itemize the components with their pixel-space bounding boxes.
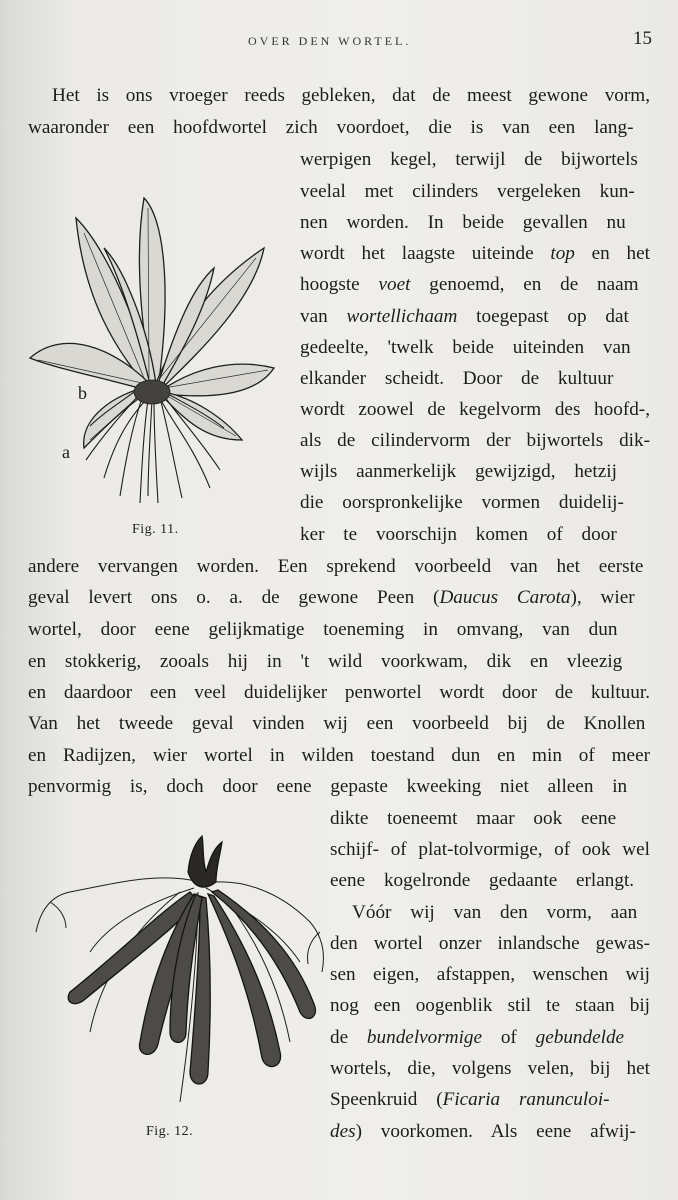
text-line: elkander scheidt. Door de kultuur xyxy=(300,368,614,389)
text-line: wijls aanmerkelijk gewijzigd, hetzij xyxy=(300,461,617,482)
text-line: schijf- of plat-tolvormige, of ook wel xyxy=(330,839,650,860)
text-line: wortels, die, volgens velen, bij het xyxy=(330,1058,650,1079)
text-line: wordt zoowel de kegelvorm des hoofd-, xyxy=(300,399,650,420)
text-segment: en het xyxy=(574,243,650,264)
text-line xyxy=(300,305,629,329)
text-line: Het is ons vroeger reeds gebleken, dat de meest gewone vorm, xyxy=(52,85,650,106)
text-line: den wortel onzer inlandsche gewas- xyxy=(330,933,650,954)
text-line xyxy=(330,1026,624,1050)
text-line: sen eigen, afstappen, wenschen wij xyxy=(330,964,650,985)
text-line xyxy=(330,1120,636,1144)
text-segment: ), wier xyxy=(570,587,635,608)
text-line: als de cilindervorm der bijwortels dik- xyxy=(300,430,650,451)
text-line xyxy=(28,586,635,610)
text-line: veelal met cilinders vergeleken kun- xyxy=(300,181,635,202)
text-line: en daardoor een veel duidelijker penwortel wordt door de kultuur. xyxy=(28,682,650,703)
text-line: andere vervangen worden. Een sprekend voorbeeld van het eerste xyxy=(28,556,644,577)
text-segment: van xyxy=(300,306,347,327)
text-line: en Radijzen, wier wortel in wilden toestand dun en min of meer xyxy=(28,745,650,766)
text-segment: of xyxy=(482,1027,536,1048)
text-line: Van het tweede geval vinden wij een voorbeeld bij de Knollen xyxy=(28,713,646,734)
text-segment: Speenkruid ( xyxy=(330,1089,443,1110)
text-segment: de xyxy=(330,1027,367,1048)
italic-term: bundelvormige xyxy=(366,1027,483,1048)
text-line: eene kogelronde gedaante erlangt. xyxy=(330,870,635,891)
italic-term: gebundelde xyxy=(535,1027,625,1048)
text-line: en stokkerig, zooals hij in 't wild voorkwam, dik en vleezig xyxy=(28,651,623,672)
text-line: die oorspronkelijke vormen duidelij- xyxy=(300,492,624,513)
text-line xyxy=(300,242,650,266)
italic-term: voet xyxy=(378,274,411,295)
text-segment: hoogste xyxy=(300,274,379,295)
italic-term: Ficaria ranunculoi- xyxy=(442,1089,610,1110)
text-line: nen worden. In beide gevallen nu xyxy=(300,212,626,233)
running-head: OVER DEN WORTEL. xyxy=(248,34,412,48)
figure-11 xyxy=(24,178,284,538)
italic-term: top xyxy=(550,243,575,264)
text-line: nog een oogenblik stil te staan bij xyxy=(330,995,650,1016)
text-line: Vóór wij van den vorm, aan xyxy=(352,902,638,923)
text-segment: genoemd, en de naam xyxy=(410,274,639,295)
figure-11-caption: Fig. 11. xyxy=(132,522,179,537)
italic-term: Daucus Carota xyxy=(439,587,571,608)
figure-label-a: a xyxy=(62,442,70,462)
italic-term: des xyxy=(330,1121,356,1142)
italic-term: wortellichaam xyxy=(346,306,458,327)
text-segment: geval levert ons o. a. de gewone Peen ( xyxy=(28,587,440,608)
text-line: gedeelte, 'twelk beide uiteinden van xyxy=(300,337,631,358)
tuberous-root-illustration xyxy=(30,832,330,1112)
figure-12-caption: Fig. 12. xyxy=(146,1124,194,1139)
text-line: werpigen kegel, terwijl de bijwortels xyxy=(300,149,638,170)
text-line: wortel, door eene gelijkmatige toeneming in omvang, van dun xyxy=(28,619,618,640)
text-segment: ) voorkomen. Als eene afwij- xyxy=(355,1121,636,1142)
text-line: penvormig is, doch door eene gepaste kweeking niet alleen in xyxy=(28,776,628,797)
figure-label-b: b xyxy=(78,383,87,403)
page-header xyxy=(0,22,678,62)
text-line: ker te voorschijn komen of door xyxy=(300,524,617,545)
text-line: waaronder een hoofdwortel zich voordoet, die is van een lang- xyxy=(28,117,634,138)
text-segment: wordt het laagste uiteinde xyxy=(300,243,551,264)
text-line xyxy=(300,273,639,297)
text-line: dikte toeneemt maar ook eene xyxy=(330,808,617,829)
text-segment: toegepast op dat xyxy=(457,306,629,327)
figure-12 xyxy=(30,832,330,1142)
page-number: 15 xyxy=(633,28,652,49)
text-line xyxy=(330,1088,610,1112)
